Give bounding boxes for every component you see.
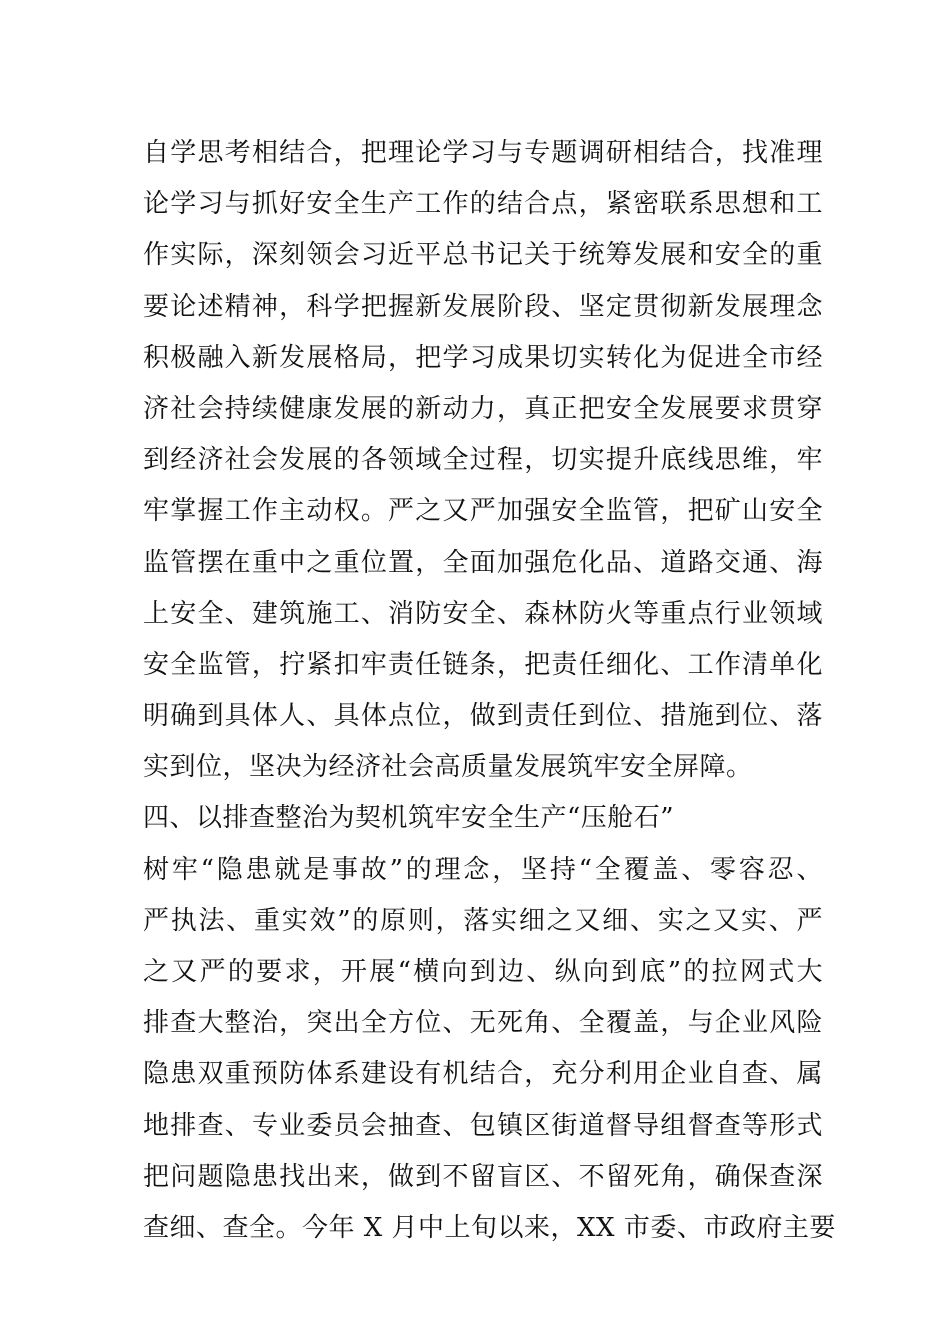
text-line: 地排查、专业委员会抽查、包镇区街道督导组督查等形式 bbox=[143, 1110, 823, 1141]
text-line: 监管摆在重中之重位置，全面加强危化品、道路交通、海 bbox=[143, 547, 823, 578]
text-line: 济社会持续健康发展的新动力，真正把安全发展要求贯穿 bbox=[143, 393, 823, 424]
text-line: 安全监管，拧紧扣牢责任链条，把责任细化、工作清单化 bbox=[143, 649, 823, 680]
text-line: 把问题隐患找出来，做到不留盲区、不留死角，确保查深 bbox=[143, 1161, 823, 1192]
section-heading: 四、以排查整治为契机筑牢安全生产“压舱石” bbox=[143, 803, 675, 834]
body-text bbox=[143, 128, 836, 1254]
text-line: 之又严的要求，开展“横向到边、纵向到底”的拉网式大 bbox=[143, 957, 823, 987]
paragraph-end-line: 实到位，坚决为经济社会高质量发展筑牢安全屏障。 bbox=[143, 752, 753, 783]
text-line: 到经济社会发展的各领域全过程，切实提升底线思维，牢 bbox=[143, 445, 823, 476]
text-line: 上安全、建筑施工、消防安全、森林防火等重点行业领域 bbox=[143, 598, 823, 629]
text-line: 树牢“隐患就是事故”的理念，坚持“全覆盖、零容忍、 bbox=[143, 854, 823, 885]
text-line: 作实际，深刻领会习近平总书记关于统筹发展和安全的重 bbox=[143, 240, 823, 271]
text-line: 明确到具体人、具体点位，做到责任到位、措施到位、落 bbox=[143, 701, 823, 732]
text-line: 严执法、重实效”的原则，落实细之又细、实之又实、严 bbox=[143, 905, 823, 936]
text-line: 积极融入新发展格局，把学习成果切实转化为促进全市经 bbox=[143, 342, 823, 373]
text-line: 论学习与抓好安全生产工作的结合点，紧密联系思想和工 bbox=[143, 189, 823, 220]
text-line: 排查大整治，突出全方位、无死角、全覆盖，与企业风险 bbox=[143, 1008, 823, 1039]
text-line: 自学思考相结合，把理论学习与专题调研相结合，找准理 bbox=[143, 138, 823, 168]
text-line: 查细、查全。今年 X 月中上旬以来，XX 市委、市政府主要 bbox=[143, 1212, 836, 1243]
text-line: 隐患双重预防体系建设有机结合，充分利用企业自查、属 bbox=[143, 1059, 823, 1090]
text-line: 要论述精神，科学把握新发展阶段、坚定贯彻新发展理念 bbox=[143, 291, 823, 322]
text-line: 牢掌握工作主动权。严之又严加强安全监管，把矿山安全 bbox=[143, 496, 823, 527]
